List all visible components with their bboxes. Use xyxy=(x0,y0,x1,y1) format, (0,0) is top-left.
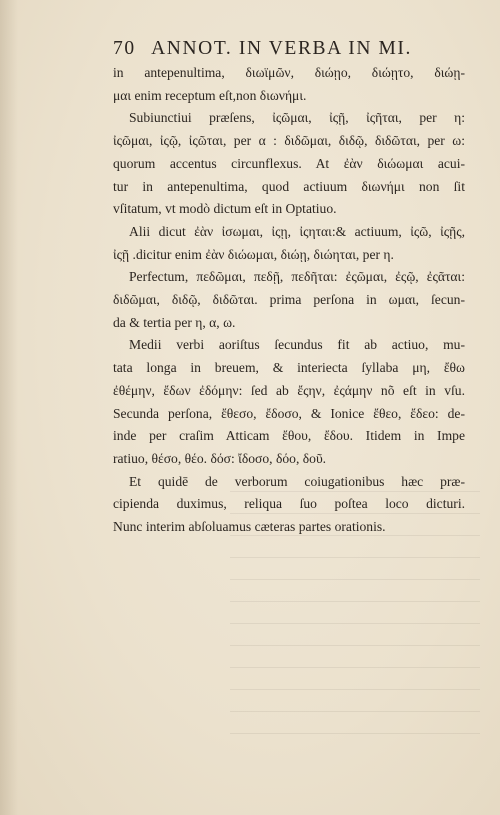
text-line: cipienda duximus, reliqua ſuo poſtea loco dicturi. xyxy=(113,496,465,512)
paragraph-1 xyxy=(113,62,465,107)
text-line: vſitatum, vt modò dictum eſt in Optatiuo. xyxy=(113,201,337,217)
text-line: μαι enim receptum eſt,non διωνήμι. xyxy=(113,87,307,103)
greek-span: διωϊμῶν, διώῃο, διώῃτο, διώῃ- xyxy=(245,65,465,80)
gutter-shadow xyxy=(0,0,18,815)
text-line: Secunda perſona, ἔθεσο, ἔδοσο, & Ionice ἔθεο, ἔδεο: de- xyxy=(113,405,465,421)
body-text xyxy=(113,62,465,539)
text-line: Alii dicut ἐὰν ἰσωμαι, ἰςῃ, ἰςηται:& actiuum, ἰςῶ, ἰςῇς, xyxy=(129,223,465,239)
paragraph-3 xyxy=(113,221,465,266)
text-line: tata longa in breuem, & interiecta ſyllaba μη, ἔθω xyxy=(113,360,465,376)
text-line: Subiunctiui præſens, ἰςῶμαι, ἰςῇ, ἰςῆται, per η: xyxy=(129,110,465,126)
text-line: ἰςῇ .dicitur enim ἐὰν διώωμαι, διώῃ, διώηται, per η. xyxy=(113,246,394,262)
paragraph-2 xyxy=(113,107,465,221)
paragraph-5 xyxy=(113,334,465,470)
text-line-p1-l1: in antepenultima, διωϊμῶν, διώῃο, διώῃτο, διώῃ- xyxy=(113,65,465,80)
text-line: ἐθέμην, ἔδων ἐδόμην: ſed ab ἔςην, ἐςάμην nõ eſt in vſu. xyxy=(113,382,465,398)
text-line: da & tertia per η, α, ω. xyxy=(113,314,236,330)
text-line: ἰςῶμαι, ἰςῷ, ἰςῶται, per α : διδῶμαι, διδῷ, διδῶται, per ω: xyxy=(113,133,465,149)
text-line: tur in antepenultima, quod actiuum διωνήμι non ſit xyxy=(113,178,465,194)
text-line: Et quidē de verborum coiugationibus hæc præ- xyxy=(129,473,465,489)
text-line: Medii verbi aoriſtus ſecundus fit ab actiuo, mu- xyxy=(129,337,465,353)
paragraph-4 xyxy=(113,266,465,334)
text-line: διδῶμαι, διδῷ, διδῶται. prima perſona in ωμαι, ſecun- xyxy=(113,292,465,308)
paragraph-6 xyxy=(113,471,465,539)
running-header xyxy=(113,38,463,60)
text-line: inde per craſim Atticam ἔθου, ἔδου. Itidem in Impe xyxy=(113,428,465,444)
text-line: quorum accentus circunflexus. At ἐὰν διώωμαι acui- xyxy=(113,155,465,171)
page-number: 70 xyxy=(113,38,136,59)
text-line: Nunc interim abſoluamus cæteras partes orationis. xyxy=(113,519,386,535)
text-line: Perfectum, πεδῶμαι, πεδῇ, πεδῆται: ἐςῶμαι, ἐςῷ, ἐςᾶται: xyxy=(129,269,465,285)
running-title: ANNOT. IN VERBA IN MI. xyxy=(151,38,412,59)
text-line: ratiuo, θέσο, θέο. δόσ: ἴδοσο, δόο, δοῦ. xyxy=(113,450,327,466)
